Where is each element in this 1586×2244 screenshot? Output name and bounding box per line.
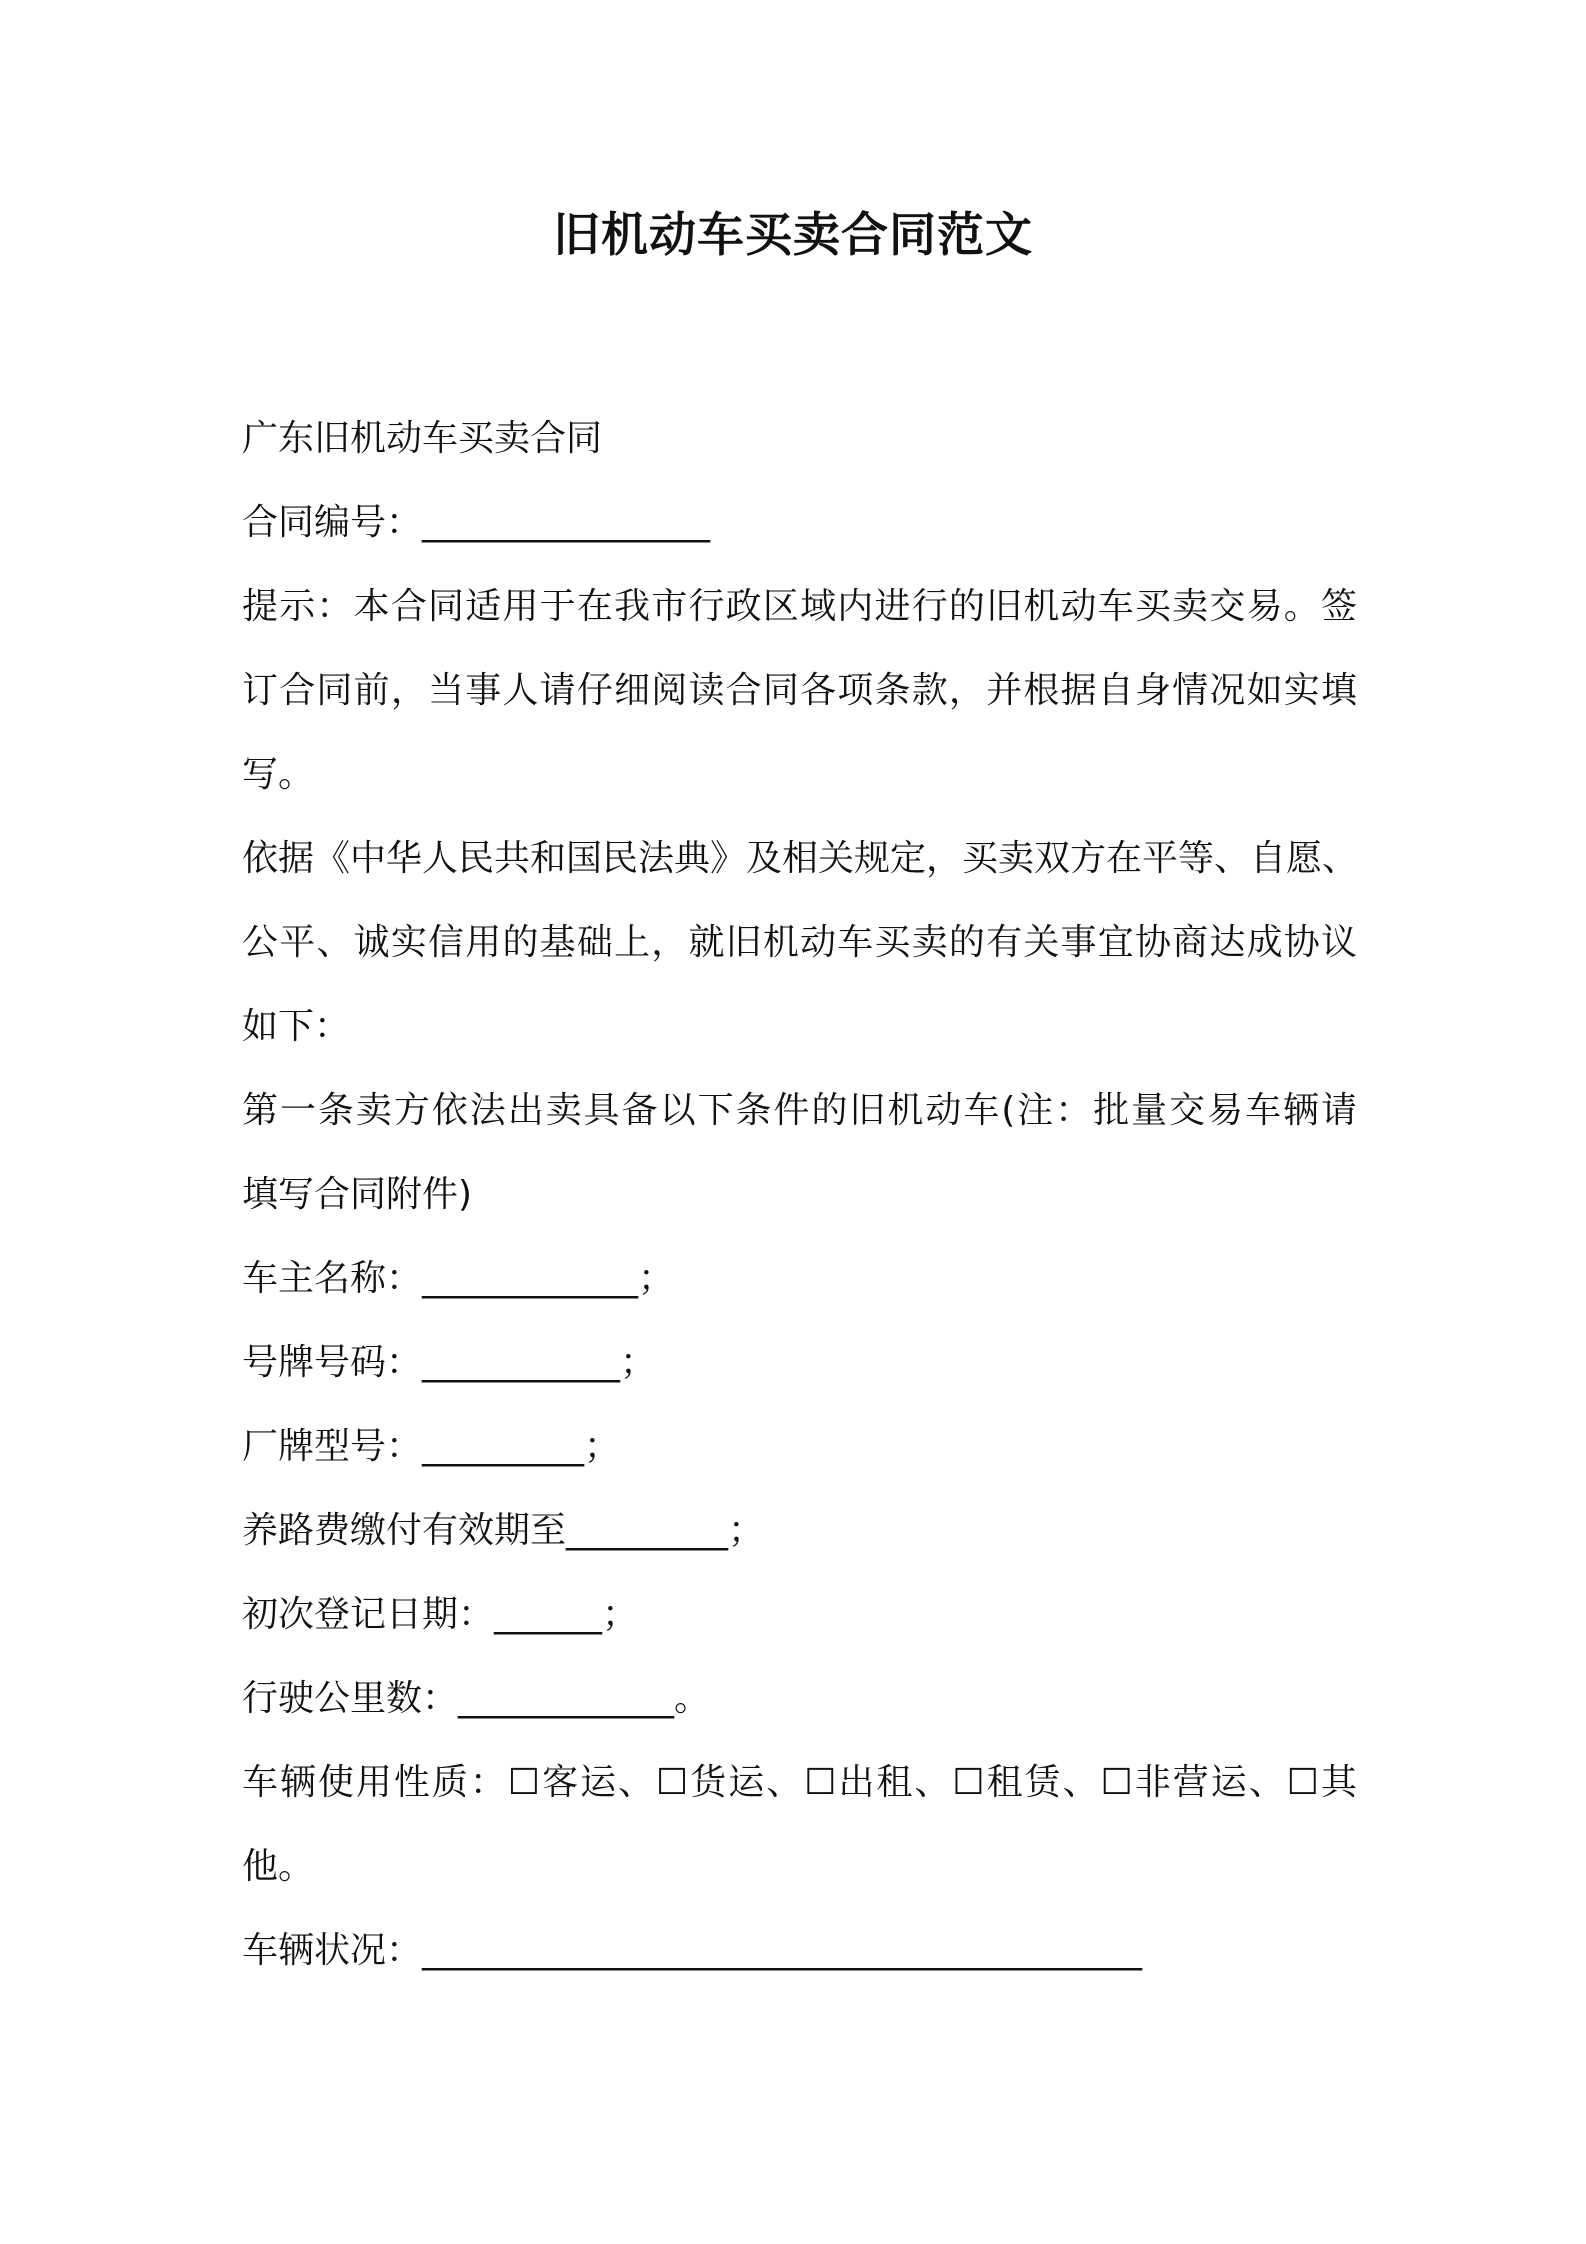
document-title: 旧机动车买卖合同范文 bbox=[553, 208, 1033, 263]
usage-nature-line-2: 他。 bbox=[242, 1846, 315, 1887]
notice-line-2: 订合同前，当事人请仔细阅读合同各项条款，并根据自身情况如实填 bbox=[242, 670, 1357, 711]
usage-nature-line-1: 车辆使用性质：☐客运、☐货运、☐出租、☐租赁、☐非营运、☐其 bbox=[242, 1762, 1357, 1803]
contract-subtitle: 广东旧机动车买卖合同 bbox=[242, 418, 603, 459]
article-one-line-1: 第一条卖方依法出卖具备以下条件的旧机动车(注：批量交易车辆请 bbox=[242, 1090, 1357, 1131]
article-one-line-2: 填写合同附件) bbox=[242, 1174, 473, 1215]
road-fee-expiry-field: 养路费缴付有效期至_________； bbox=[242, 1510, 765, 1551]
vehicle-condition-field: 车辆状况：________________________________________ bbox=[242, 1930, 1143, 1971]
basis-line-2: 公平、诚实信用的基础上，就旧机动车买卖的有关事宜协商达成协议 bbox=[242, 922, 1357, 963]
plate-number-field: 号牌号码：___________； bbox=[242, 1342, 657, 1383]
basis-line-1: 依据《中华人民共和国民法典》及相关规定，买卖双方在平等、自愿、 bbox=[242, 838, 1359, 879]
notice-line-1: 提示：本合同适用于在我市行政区域内进行的旧机动车买卖交易。签 bbox=[242, 586, 1357, 627]
notice-line-3: 写。 bbox=[242, 754, 315, 795]
mileage-field: 行驶公里数：____________。 bbox=[242, 1678, 711, 1719]
document-body bbox=[242, 397, 1357, 1993]
contract-number-line: 合同编号：________________ bbox=[242, 502, 711, 543]
owner-name-field: 车主名称：____________； bbox=[242, 1258, 675, 1299]
brand-model-field: 厂牌型号：_________； bbox=[242, 1426, 621, 1467]
first-registration-date-field: 初次登记日期：______； bbox=[242, 1594, 639, 1635]
basis-line-3: 如下： bbox=[242, 1006, 351, 1047]
